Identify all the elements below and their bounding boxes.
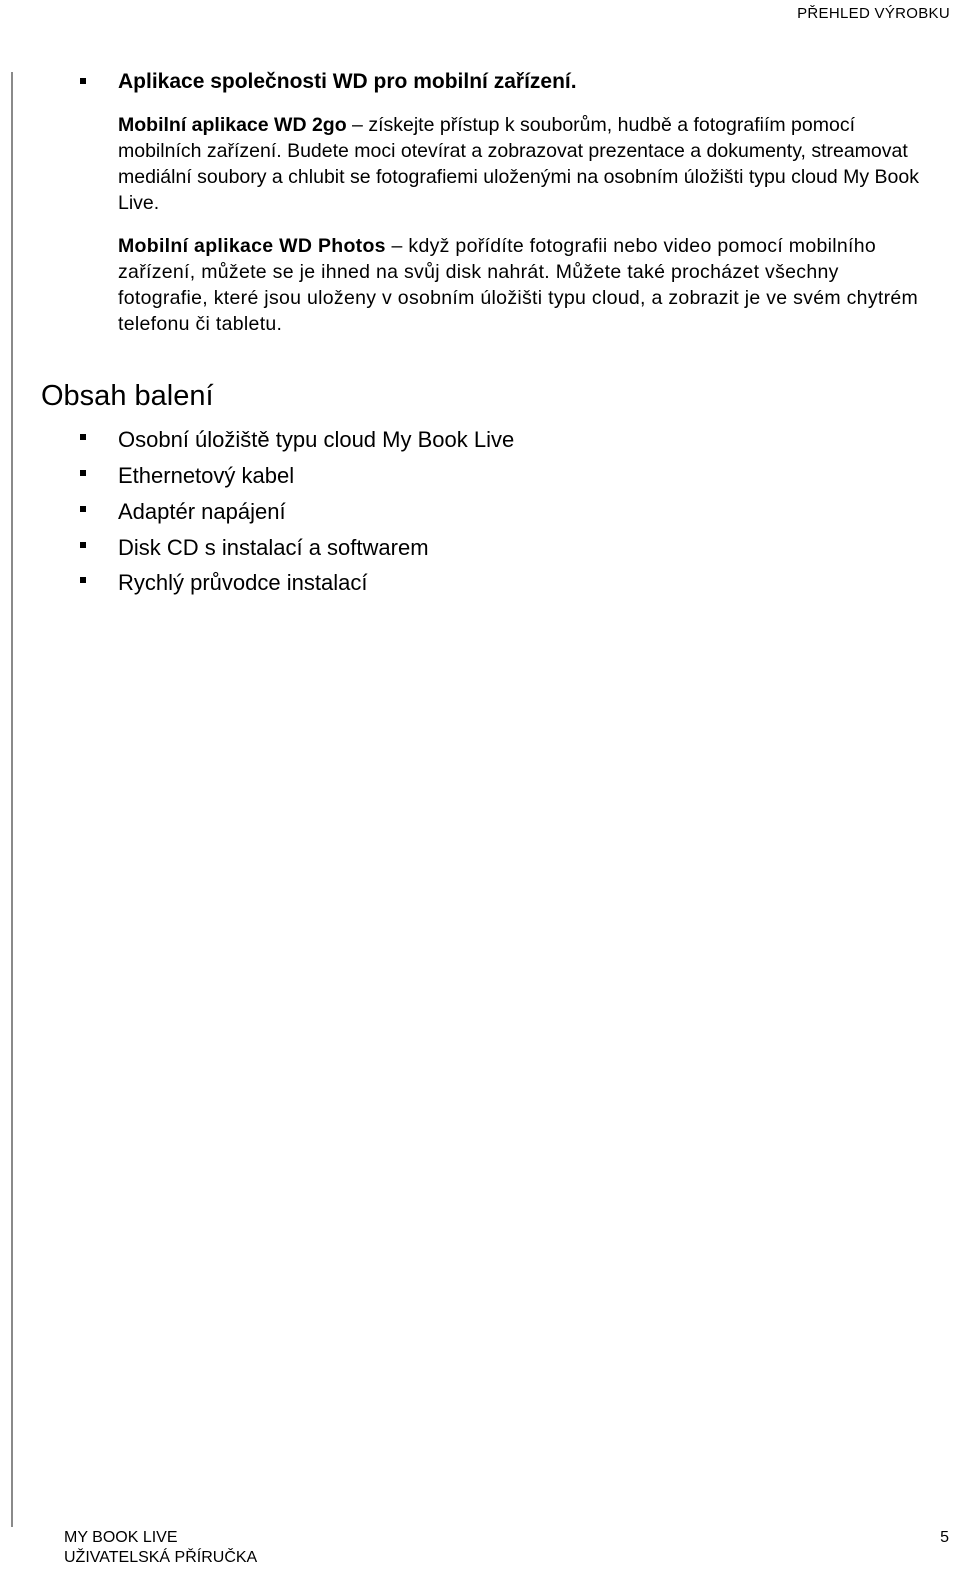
page-number: 5 xyxy=(940,1529,949,1546)
margin-rule xyxy=(11,72,13,1527)
apps-heading: Aplikace společnosti WD pro mobilní zařízení. xyxy=(118,70,577,93)
footer-product: MY BOOK LIVE xyxy=(64,1529,178,1546)
bullet-marker xyxy=(80,470,86,476)
list-item: Ethernetový kabel xyxy=(118,463,295,488)
wdphotos-text: když pořídíte fotografii nebo video pomocí mobilního zařízení, můžete se je ihned na svůj disk nahrát. Můžete také procházet všechny fotografie, které jsou uloženy v osobním úložišti typu cloud, a zobrazit je ve svém chytrém telefonu či tabletu. xyxy=(118,235,919,335)
list-item: Osobní úložiště typu cloud My Book Live xyxy=(118,427,515,452)
footer-left xyxy=(64,1528,257,1568)
wdphotos-dash: – xyxy=(391,235,403,257)
bullet-marker xyxy=(80,434,86,440)
wdphotos-paragraph xyxy=(118,233,933,337)
section-title: Obsah balení xyxy=(41,380,214,412)
list-item: Rychlý průvodce instalací xyxy=(118,570,368,595)
wd2go-title: Mobilní aplikace WD 2go xyxy=(118,114,347,136)
bullet-marker xyxy=(80,542,86,548)
wd2go-dash: – xyxy=(352,114,363,136)
wd2go-text: získejte přístup k souborům, hudbě a fotografiím pomocí mobilních zařízení. Budete moci otevírat a zobrazovat prezentace a dokumenty, streamovat mediální soubory a chlubit se fotografiemi uloženými na osobním úložišti typu cloud My Book Live. xyxy=(118,114,919,214)
bullet-marker xyxy=(80,577,86,583)
running-head: PŘEHLED VÝROBKU xyxy=(797,5,950,22)
bullet-marker xyxy=(80,506,86,512)
footer-manual: UŽIVATELSKÁ PŘÍRUČKA xyxy=(64,1549,258,1566)
list-item: Disk CD s instalací a softwarem xyxy=(118,535,429,560)
wd2go-paragraph xyxy=(118,112,933,216)
wdphotos-title: Mobilní aplikace WD Photos xyxy=(118,235,386,257)
list-item: Adaptér napájení xyxy=(118,499,286,524)
bullet-marker xyxy=(80,78,86,84)
